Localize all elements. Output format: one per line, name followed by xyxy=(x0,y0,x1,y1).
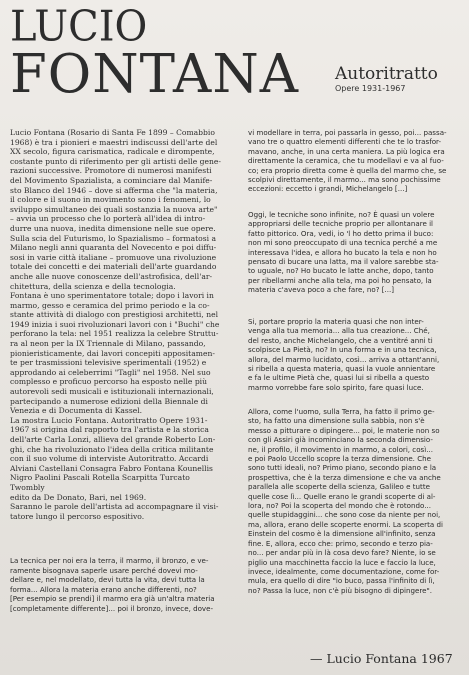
quote-paragraph-1: La tecnica per noi era la terra, il marmo, il bronzo, e ve- ramente bisognava saperle usare perché dovevi mo- dellare e, nel modellato, devi tutta la vita, devi tutta la forma... Allora la materia erano anche differenti, no? [Per esempio se prendi] il marmo era già un'altra materia [completamente differente]... poi il bronzo, invece, dove- xyxy=(10,556,215,613)
quote-paragraph-5: Allora, come l'uomo, sulla Terra, ha fatto il primo ge- sto, ha fatto una dimensione sulla sabbia, non s'è messo a pitturare o dipingere... poi, le materie non so con gli Assiri già incominciano la seconda dimensio- ne, il profilo, il movimento in marmo, a colori, così... e poi Paolo Uccello scopre la terza dimensione. Che sono tutti ideali, no? Primo piano, secondo piano e la prospettiva, che è la terza dimensione e che va anche parallela alle scoperte della scienza, Galileo e tutte quelle cose lì... Quelle erano le grandi scoperte di al- lora, no? Poi la scoperta del mondo che è rotondo... quelle stupidaggini... che sono cose da niente per noi, ma, allora, erano delle scoperte enormi. La scoperta di Einstein del cosmo è la dimensione all'infinito, senza fine. E, allora, ecco che: primo, secondo e terzo pia- no... per andar più in là cosa devo fare? Niente, io se piglio una macchinetta faccio la luce e faccio la luce, invece, idealmente, come documentazione, come for- mula, era quello di dire "io buco, passa l'infinito di lì, no? Passa la luce, non c'è più bisogno di dipingere". xyxy=(248,407,443,595)
quote-attribution: — Lucio Fontana 1967 xyxy=(310,651,453,666)
exhibition-dates: Opere 1931-1967 xyxy=(335,84,406,93)
title-line-1: LUCIO xyxy=(10,2,148,52)
biography-text: Lucio Fontana (Rosario di Santa Fe 1899 – Comabbio 1968) è tra i pionieri e maestri indiscussi dell'arte del XX secolo, figura carismatica, radicale e dirompente, costante punto di riferimento per gli artisti delle gene- razioni successive. Promotore di numerosi manifesti del Movimento Spazialista, a cominciare dal Manife- sto Blanco del 1946 – dove si afferma che "la materia, il colore e il suono in movimento sono i fenomeni, lo sviluppo simultaneo dei quali sostanzia la nuova arte" – avvia un processo che lo porterà all'idea di intro- durre una nuova, inedita dimensione nelle sue opere. Sulla scia del Futurismo, lo Spazialismo – formatosi a Milano negli anni quaranta del Novecento e poi diffu- sosi in varie città italiane – promuove una rivoluzione totale dei concetti e dei materiali dell'arte guardando anche alle nuove conoscenze dell'astrofisica, dell'ar- chitettura, della scienza e della tecnologia. Fontana è uno sperimentatore totale; dopo i lavori in marmo, gesso e ceramica del primo periodo e la co- stante attività di dialogo con prestigiosi architetti, nel 1949 inizia i suoi rivoluzionari lavori con i "Buchi" che perforano la tela: nel 1951 realizza la celebre Struttu- ra al neon per la IX Triennale di Milano, passando, pionieristicamente, dai lavori concepiti appositamen- te per trasmissioni televisive sperimentali (1952) e approdando ai celeberrimi "Tagli" nel 1958. Nel suo complesso e proficuo percorso ha esposto nelle più autorevoli sedi musicali e istituzionali internazionali, partecipando a numerose edizioni della Biennale di Venezia e di Documenta di Kassel. La mostra Lucio Fontana. Autoritratto Opere 1931- 1967 si origina dal rapporto tra l'artista e la storica dell'arte Carla Lonzi, allieva del grande Roberto Lon- ghi, che ha rivoluzionato l'idea della critica militante con il suo volume di interviste Autoritratto. Accardi Alviani Castellani Consagra Fabro Fontana Kounellis Nigro Paolini Pascali Rotella Scarpitta Turcato Twombly edito da De Donato, Bari, nel 1969. Saranno le parole dell'artista ad accompagnare il visi- tatore lungo il percorso espositivo. xyxy=(10,128,221,521)
exhibition-subtitle: Autoritratto xyxy=(335,64,438,84)
quote-paragraph-4: Si, portare proprio la materia quasi che non inter- venga alla tua memoria... alla tua creazione... Ché, del resto, anche Michelangelo, che a ventitré anni ti scolpisce La Pietà, no? In una forma e in una tecnica, allora, del marmo lucidato, così... arriva a ottant'anni, si ribella a questa materia, quasi la vuole annientare e fa le ultime Pietà che, quasi lui si ribella a questo marmo vorrebbe fare solo spirito, fare quasi luce. xyxy=(248,317,440,392)
title-line-2: FONTANA xyxy=(10,44,299,105)
quote-paragraph-2: vi modellare in terra, poi passarla in gesso, poi... passa- vano tre o quattro elementi differenti che te lo trasfor- mavano, anche, in una certa maniera. La più logica era direttamente la ceramica, che tu modellavi e va al fuo- co; era proprio diretta come è quella del marmo che, se scolpivi direttamente, il marmo... ma sono pochissime eccezioni: eccetto i grandi, Michelangelo [...] xyxy=(248,128,447,194)
quote-paragraph-3: Oggi, le tecniche sono infinite, no? È quasi un volere appropriarsi delle tecniche proprio per allontanare il fatto pittorico. Ora, vedi, io 'l ho detto prima il buco: non mi sono preoccupato di una tecnica perché a me interessava l'idea, e allora ho bucato la tela e non ho pensato di bucare una latta, ma il valore sarebbe sta- to uguale, no? Ho bucato le latte anche, dopo, tanto per ribellarmi anche alla tela, ma poi ho pensato, la materia c'aveva poco a che fare, no? [...] xyxy=(248,210,439,295)
